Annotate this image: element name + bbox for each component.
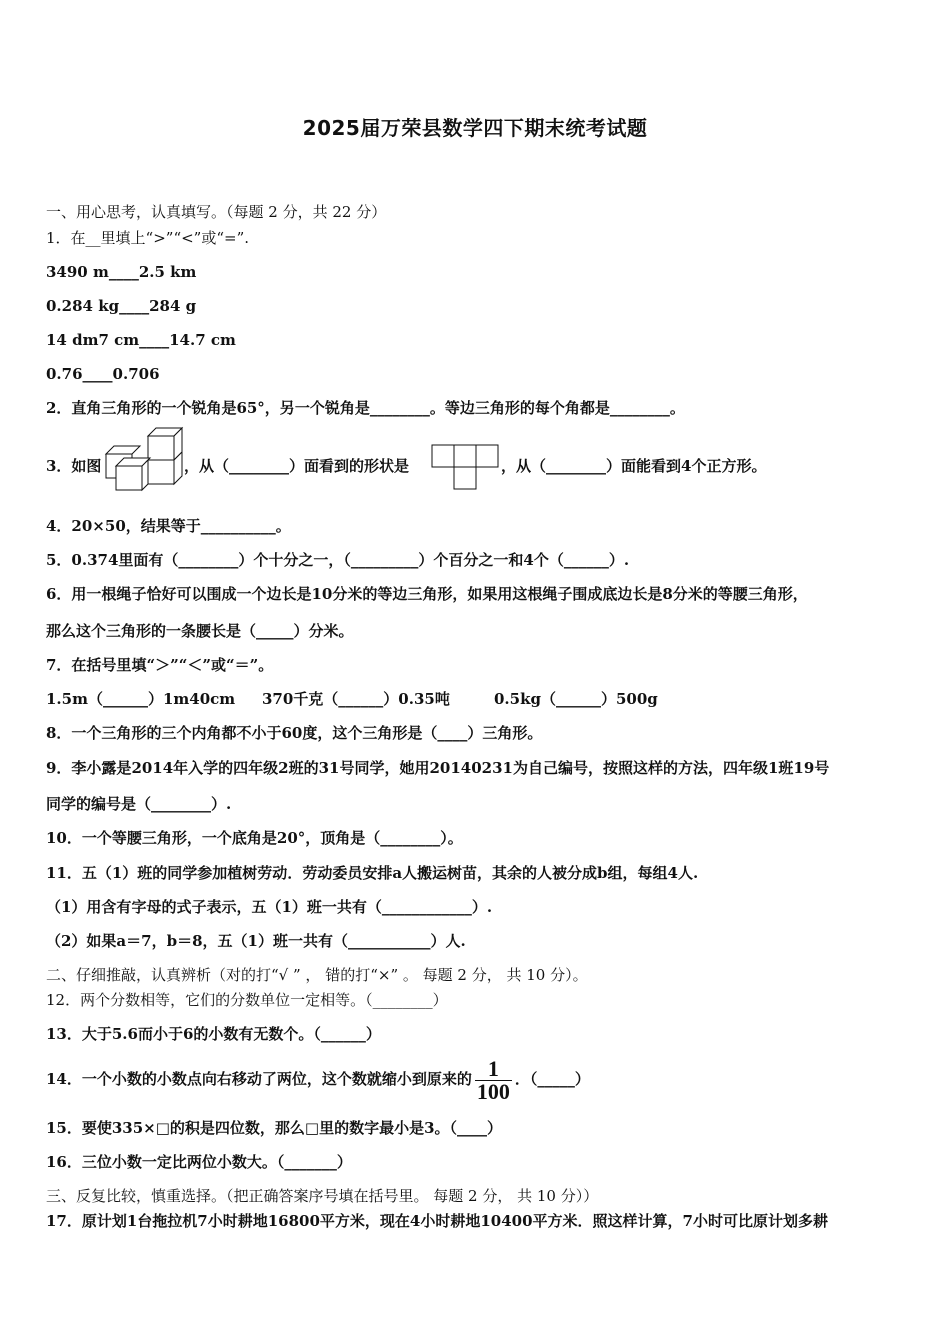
cube-stack-figure	[102, 426, 186, 494]
q16: 16．三位小数一定比两位小数大。（_______）	[46, 1153, 352, 1171]
front-view-figure	[431, 444, 501, 492]
q13: 13．大于5.6而小于6的小数有无数个。（______）	[46, 1025, 381, 1043]
q3-part3: ，从（________）面能看到4个正方形。	[501, 457, 767, 475]
q4: 4．20×50，结果等于__________。	[46, 517, 291, 535]
q2: 2．直角三角形的一个锐角是65°，另一个锐角是________。等边三角形的每个角都是________。	[46, 399, 685, 417]
fraction-numerator: 1	[487, 1055, 499, 1081]
q3-part1: 3．如图	[46, 457, 102, 475]
q7-stem: 7．在括号里填“＞”“＜”或“＝”。	[46, 656, 274, 674]
q15: 15．要使335×□的积是四位数，那么□里的数字最小是3。（____）	[46, 1119, 503, 1137]
section1-heading: 一、用心思考，认真填写。（每题 2 分，共 22 分）	[46, 203, 387, 221]
q1-stem: 1．在__里填上“>”“<”或“=”.	[46, 229, 250, 247]
q6-line2: 那么这个三角形的一条腰长是（_____）分米。	[46, 622, 354, 640]
section3-heading: 三、反复比较，慎重选择。（把正确答案序号填在括号里。 每题 2 分， 共 10 分））	[46, 1187, 599, 1205]
q5: 5．0.374里面有（________）个十分之一，（_________）个百分之一和4个（______）.	[46, 551, 630, 569]
q7-a: 1.5m（______）1m40cm	[46, 690, 236, 708]
q8: 8．一个三角形的三个内角都不小于60度，这个三角形是（____）三角形。	[46, 724, 543, 742]
q1-item-2: 0.284 kg____284 g	[46, 297, 197, 315]
q10: 10．一个等腰三角形，一个底角是20°，顶角是（________）。	[46, 829, 463, 847]
page-title: 2025届万荣县数学四下期末统考试题	[302, 116, 648, 140]
q11-part2: （2）如果a＝7，b＝8，五（1）班一共有（___________）人.	[46, 932, 466, 950]
fraction-one-hundredth	[475, 1055, 512, 1104]
q11-part1: （1）用含有字母的式子表示，五（1）班一共有（____________）.	[46, 898, 493, 916]
q1-item-4: 0.76____0.706	[46, 365, 160, 383]
q9-line2: 同学的编号是（________）.	[46, 795, 232, 813]
q17: 17．原计划1台拖拉机7小时耕地16800平方米，现在4小时耕地10400平方米．照这样计算，7小时可比原计划多耕	[46, 1212, 828, 1230]
q6-line1: 6．用一根绳子恰好可以围成一个边长是10分米的等边三角形，如果用这根绳子围成底边长是8分米的等腰三角形，	[46, 585, 808, 603]
q12: 12．两个分数相等，它们的分数单位一定相等。（________）	[46, 991, 448, 1009]
q1-item-3: 14 dm7 cm____14.7 cm	[46, 331, 236, 349]
q7-b: 370千克（______）0.35吨	[262, 690, 450, 708]
section2-heading: 二、仔细推敲，认真辨析（对的打“√ ” ， 错的打“×” 。 每题 2 分， 共 10 分）。	[46, 966, 588, 984]
q14-answer: ．（_____）	[514, 1070, 590, 1088]
q1-item-1: 3490 m____2.5 km	[46, 263, 197, 281]
q3-part2: ，从（________）面看到的形状是	[184, 457, 410, 475]
q14	[46, 1056, 590, 1103]
q11-stem: 11．五（1）班的同学参加植树劳动．劳动委员安排a人搬运树苗，其余的人被分成b组，每组4人.	[46, 864, 699, 882]
q7-c: 0.5kg（______）500g	[494, 690, 658, 708]
q9-line1: 9．李小露是2014年入学的四年级2班的31号同学，她用20140231为自己编号，按照这样的方法，四年级1班19号	[46, 759, 830, 777]
fraction-denominator: 100	[476, 1078, 510, 1104]
q14-text: 14．一个小数的小数点向右移动了两位，这个数就缩小到原来的	[46, 1070, 472, 1088]
